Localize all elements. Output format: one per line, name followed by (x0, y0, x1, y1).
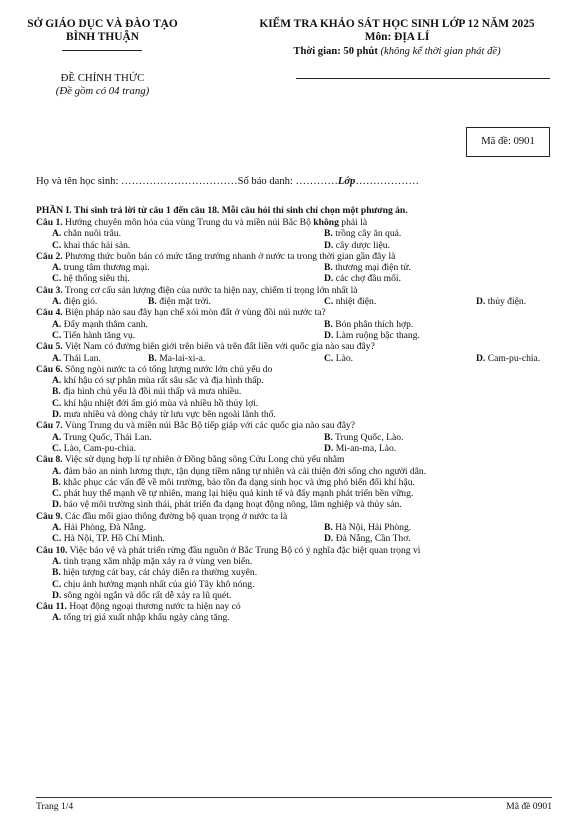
option-row (36, 590, 566, 601)
question-stem (36, 307, 566, 318)
sbd-label: Số báo danh: (237, 176, 296, 187)
question-9 (36, 511, 566, 545)
exam-subject: Môn: ĐỊA LÍ (364, 31, 430, 43)
option-letter: A. (52, 555, 62, 567)
option-text: Làm ruộng bậc thang. (333, 329, 420, 341)
option-row (36, 612, 566, 623)
question-list (36, 217, 566, 624)
option-text: khí hậu nhiệt đới ẩm gió mùa và nhiều hồ thủy lợi. (61, 397, 259, 409)
question-text: Sông ngòi nước ta có tổng lượng nước lớn chủ yếu do (62, 363, 273, 375)
option-letter: C. (52, 488, 62, 500)
class-field: ……………… (355, 176, 419, 187)
option-letter: C. (52, 239, 62, 251)
option-letter: C. (324, 296, 334, 308)
answer-option-d (324, 273, 401, 284)
option-text: Cam-pu-chia. (485, 352, 541, 364)
answer-option-c (52, 273, 130, 284)
question-text: Việt Nam có đường biên giới trên biển và trên đất liền với quốc gia nào sau đây? (62, 341, 375, 353)
answer-option-b (148, 296, 211, 307)
option-row (36, 296, 566, 307)
answer-option-b (52, 477, 415, 488)
option-letter: B. (324, 228, 333, 240)
option-text: chăn nuôi trâu. (61, 228, 122, 240)
footer-divider (36, 797, 552, 798)
answer-option-a (52, 228, 121, 239)
option-letter: B. (324, 318, 333, 330)
option-letter: D. (52, 409, 62, 421)
option-letter: C. (324, 352, 334, 364)
option-letter: C. (52, 533, 62, 545)
option-letter: A. (52, 612, 62, 624)
answer-option-a (52, 262, 150, 273)
answer-option-a (52, 522, 146, 533)
option-row (36, 353, 566, 364)
option-row (36, 398, 566, 409)
option-letter: D. (324, 239, 334, 251)
question-number: Câu 10. (36, 544, 68, 556)
option-letter: A. (52, 465, 62, 477)
question-text: Việc sử dụng hợp lí tự nhiên ở Đồng bằng sông Cửu Long chủ yếu nhằm (62, 454, 345, 466)
option-letter: C. (52, 442, 62, 454)
option-text: mưa nhiều và dòng chảy từ lưu vực bên ngoài lãnh thổ. (61, 409, 276, 421)
option-text: hệ thống siêu thị. (61, 273, 130, 285)
option-row (36, 409, 566, 420)
option-text: khắc phục các vấn đề về môi trường, bảo tồn đa dạng sinh học và ứng phó biến đổi khí hậu. (60, 476, 415, 488)
divider (296, 78, 550, 79)
option-text: các chợ đầu mối. (333, 273, 401, 285)
question-1 (36, 217, 566, 251)
option-row (36, 262, 566, 273)
answer-option-c (324, 353, 353, 364)
answer-option-b (324, 319, 413, 330)
answer-option-b (324, 432, 403, 443)
option-text: thủy điện. (485, 296, 527, 308)
question-stem (36, 454, 566, 465)
option-text: Đà Nẵng, Cần Thơ. (333, 533, 411, 545)
option-letter: A. (52, 431, 62, 443)
option-letter: A. (52, 262, 62, 274)
answer-option-c (52, 398, 258, 409)
answer-option-a (52, 319, 148, 330)
official-label: ĐỀ CHÍNH THỨC (60, 72, 145, 84)
option-letter: A. (52, 318, 62, 330)
question-4 (36, 307, 566, 341)
option-row (36, 443, 566, 454)
answer-option-b (52, 567, 257, 578)
answer-option-a (52, 612, 230, 623)
answer-option-c (52, 330, 135, 341)
option-text: Hải Phòng, Đà Nẵng. (61, 522, 147, 534)
answer-option-d (476, 296, 526, 307)
department-name: SỞ GIÁO DỤC VÀ ĐÀO TẠO (27, 18, 178, 30)
option-row (36, 522, 566, 533)
question-stem (36, 217, 566, 228)
exam-time (222, 45, 572, 58)
sbd-field: ………… (295, 176, 338, 187)
question-emphasis: không (313, 217, 339, 228)
option-row (36, 319, 566, 330)
option-text: thương mại điện tử. (332, 262, 411, 274)
option-letter: B. (324, 262, 333, 274)
answer-option-d (52, 409, 276, 420)
question-stem (36, 420, 566, 431)
name-field: …………………………… (121, 176, 238, 187)
time-label: Thời gian: 50 phút (293, 46, 378, 57)
option-letter: A. (52, 522, 62, 534)
time-note: (không kể thời gian phát đề) (380, 46, 501, 57)
option-text: Lào, Cam-pu-chia. (61, 442, 136, 454)
option-letter: D. (324, 533, 334, 545)
question-stem (36, 341, 566, 352)
option-row (36, 330, 566, 341)
question-text: Việc bảo vệ và phát triển rừng đầu nguồn ở Bắc Trung Bộ có ý nghĩa đặc biệt quan trọng vì (67, 544, 421, 556)
option-text: chịu ảnh hưởng mạnh nhất của gió Tây khô nóng. (61, 578, 255, 590)
question-text-end: phải là (338, 217, 368, 228)
answer-option-a (52, 466, 426, 477)
option-row (36, 466, 566, 477)
department-header (20, 18, 185, 44)
question-stem (36, 251, 566, 262)
question-number: Câu 2. (36, 250, 63, 262)
question-stem (36, 545, 566, 556)
option-text: bảo vệ môi trường sinh thái, phát triển đa dạng hoạt động nông, lâm nghiệp và thủy sản. (61, 499, 402, 511)
option-text: Bón phân thích hợp. (332, 318, 414, 330)
answer-option-d (324, 330, 420, 341)
option-letter: D. (476, 352, 486, 364)
question-text: Vùng Trung du và miền núi Bắc Bộ tiếp giáp với các quốc gia nào sau đây? (62, 420, 356, 432)
question-text: Hướng chuyên môn hóa của vùng Trung du và miền núi Bắc Bộ (62, 217, 314, 228)
option-letter: A. (52, 296, 62, 308)
class-label: Lớp (337, 176, 356, 187)
candidate-info (36, 176, 556, 187)
answer-option-c (52, 240, 130, 251)
question-7 (36, 420, 566, 454)
option-row (36, 556, 566, 567)
answer-option-b (324, 228, 401, 239)
question-number: Câu 6. (36, 363, 63, 375)
option-text: khí hậu có sự phân mùa rất sâu sắc và địa hình thấp. (61, 375, 264, 387)
option-text: Thái Lan. (61, 352, 101, 364)
option-row (36, 240, 566, 251)
answer-option-b (52, 386, 241, 397)
question-10 (36, 545, 566, 601)
option-letter: C. (52, 329, 62, 341)
answer-option-a (52, 375, 264, 386)
question-11 (36, 601, 566, 624)
answer-option-d (476, 353, 540, 364)
option-row (36, 499, 566, 510)
option-text: điện gió. (61, 296, 98, 308)
answer-option-c (324, 296, 376, 307)
question-number: Câu 8. (36, 454, 63, 466)
option-text: tổng trị giá xuất nhập khẩu ngày càng tăng. (61, 612, 230, 624)
option-text: Hà Nội, TP. Hồ Chí Minh. (61, 533, 165, 545)
option-row (36, 477, 566, 488)
answer-option-b (324, 522, 411, 533)
exam-title: KIỂM TRA KHẢO SÁT HỌC SINH LỚP 12 NĂM 2025 (259, 18, 535, 30)
divider (62, 50, 142, 51)
option-letter: D. (52, 589, 62, 601)
option-letter: A. (52, 375, 62, 387)
question-number: Câu 3. (36, 284, 63, 296)
question-stem (36, 601, 566, 612)
option-row (36, 375, 566, 386)
option-text: Tiến hành tăng vụ. (61, 329, 136, 341)
answer-option-a (52, 353, 101, 364)
page-number: Trang 1/4 (36, 801, 74, 812)
option-row (36, 567, 566, 578)
option-text: nhiệt điện. (333, 296, 377, 308)
question-number: Câu 4. (36, 307, 63, 319)
option-letter: A. (52, 352, 62, 364)
question-stem (36, 285, 566, 296)
option-letter: B. (52, 476, 61, 488)
option-text: Mi-an-ma, Lào. (333, 442, 397, 454)
name-label: Họ và tên học sinh: (36, 176, 122, 187)
option-letter: D. (324, 329, 334, 341)
question-number: Câu 7. (36, 420, 63, 432)
option-text: Lào. (333, 352, 354, 364)
option-row (36, 432, 566, 443)
footer-exam-code: Mã đề 0901 (506, 801, 552, 812)
option-letter: A. (52, 228, 62, 240)
question-number: Câu 1. (36, 217, 63, 228)
option-text: địa hình chủ yếu là đồi núi thấp và mưa nhiều. (60, 386, 242, 398)
option-letter: D. (324, 273, 334, 285)
option-row (36, 533, 566, 544)
part-heading: PHẦN I. Thí sinh trả lời từ câu 1 đến câu 18. Mỗi câu hỏi thí sinh chỉ chọn một phương án. (36, 205, 408, 216)
answer-option-d (324, 443, 396, 454)
answer-option-d (52, 499, 402, 510)
option-letter: D. (52, 499, 62, 511)
answer-option-c (52, 488, 413, 499)
answer-option-a (52, 556, 252, 567)
question-stem (36, 364, 566, 375)
question-number: Câu 5. (36, 341, 63, 353)
option-letter: B. (148, 352, 157, 364)
answer-option-d (52, 590, 231, 601)
exam-code-box: Mã đề: 0901 (466, 127, 550, 157)
official-block (20, 72, 185, 98)
answer-option-a (52, 432, 152, 443)
option-letter: D. (324, 442, 334, 454)
page-count-note: (Đề gồm có 04 trang) (55, 85, 150, 97)
exam-header (222, 18, 572, 58)
option-letter: B. (324, 522, 333, 534)
question-5 (36, 341, 566, 364)
answer-option-b (324, 262, 411, 273)
answer-option-c (52, 443, 136, 454)
option-letter: B. (324, 431, 333, 443)
option-letter: D. (476, 296, 486, 308)
question-text: Biện pháp nào sau đây hạn chế xói mòn đất ở vùng đồi núi nước ta? (62, 307, 326, 319)
option-text: Ma-lai-xi-a. (156, 352, 206, 364)
option-text: sông ngòi ngắn và dốc rất dễ xảy ra lũ quét. (61, 589, 232, 601)
answer-option-d (324, 240, 390, 251)
option-row (36, 228, 566, 239)
answer-option-c (52, 533, 165, 544)
question-6 (36, 364, 566, 420)
option-letter: C. (52, 578, 62, 590)
option-row (36, 488, 566, 499)
question-number: Câu 9. (36, 510, 63, 522)
question-8 (36, 454, 566, 510)
answer-option-a (52, 296, 97, 307)
option-text: hiện tượng cát bay, cát chảy diễn ra thường xuyên. (60, 567, 258, 579)
question-3 (36, 285, 566, 308)
question-2 (36, 251, 566, 285)
option-text: Đẩy mạnh thâm canh. (61, 318, 148, 330)
option-letter: B. (148, 296, 157, 308)
option-text: khai thác hải sản. (61, 239, 131, 251)
option-text: trung tâm thương mại. (61, 262, 150, 274)
option-text: cây dược liệu. (333, 239, 390, 251)
option-letter: C. (52, 397, 62, 409)
question-stem (36, 511, 566, 522)
option-text: điện mặt trời. (156, 296, 211, 308)
option-text: Trung Quốc, Lào. (332, 431, 404, 443)
province-name: BÌNH THUẬN (66, 31, 139, 43)
option-text: Hà Nội, Hải Phòng. (332, 522, 412, 534)
option-text: trồng cây ăn quả. (332, 228, 402, 240)
option-text: đảm bảo an ninh lương thực, tận dụng tiềm năng tự nhiên và cải thiện đời sống cho người dân. (61, 465, 427, 477)
option-text: phát huy thế mạnh về tự nhiên, mang lại hiệu quả kinh tế và đẩy mạnh phát triển bền vững. (61, 488, 414, 500)
option-row (36, 273, 566, 284)
question-text: Các đầu mối giao thông đường bộ quan trọng ở nước ta là (62, 510, 288, 522)
question-text: Hoạt động ngoại thương nước ta hiện nay có (66, 601, 241, 613)
option-letter: B. (52, 567, 61, 579)
answer-option-d (324, 533, 411, 544)
option-text: tình trạng xâm nhập mặn xảy ra ở vùng ven biển. (61, 555, 253, 567)
question-number: Câu 11. (36, 601, 67, 613)
option-text: Trung Quốc, Thái Lan. (61, 431, 152, 443)
option-row (36, 386, 566, 397)
answer-option-c (52, 579, 254, 590)
option-row (36, 579, 566, 590)
answer-option-b (148, 353, 205, 364)
question-text: Phương thức buôn bán có mức tăng trưởng nhanh ở nước ta trong thời gian gần đây là (62, 250, 396, 262)
option-letter: C. (52, 273, 62, 285)
question-text: Trong cơ cấu sản lượng điện của nước ta hiện nay, chiếm tỉ trọng lớn nhất là (62, 284, 358, 296)
option-letter: B. (52, 386, 61, 398)
